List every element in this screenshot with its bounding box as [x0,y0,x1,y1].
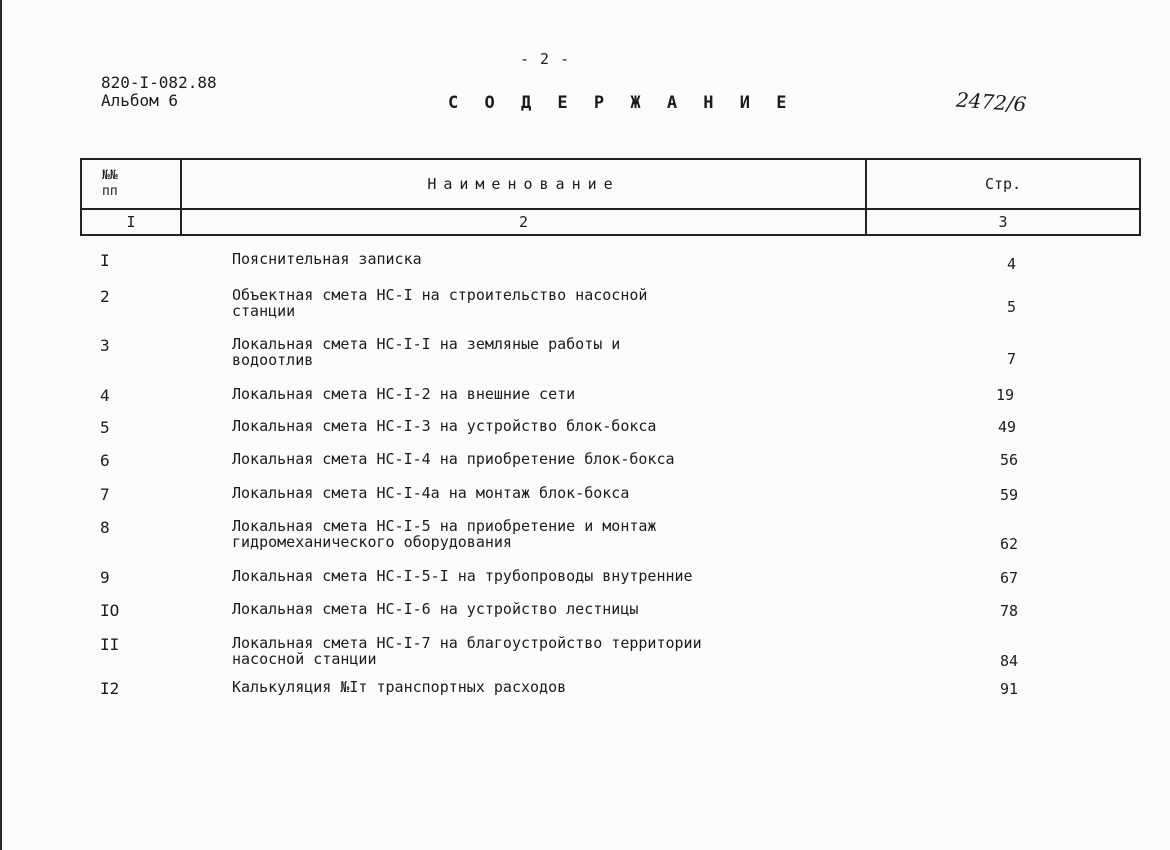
handwritten-stamp: 2472/6 [955,87,1028,117]
header-page-label: Стр. [984,175,1022,193]
col-number-3: 3 [867,210,1141,234]
row-page: 84 [999,652,1018,670]
page-number: - 2 - [520,50,571,68]
row-name: Локальная смета НС-I-4а на монтаж блок-бокса [232,484,630,502]
row-name: Локальная смета НС-I-7 на благоустройство территории насосной станции [232,634,702,668]
header-num-line2: пп [102,184,118,199]
row-name: Локальная смета НС-I-5-I на трубопроводы внутренние [232,567,693,585]
row-number: IO [100,601,120,620]
row-name: Пояснительная записка [232,250,422,268]
row-number: 7 [100,485,110,504]
row-number: 9 [100,568,110,587]
row-page: 56 [999,451,1018,469]
row-number: I2 [100,679,120,698]
row-name: Локальная смета НС-I-6 на устройство лестницы [232,600,639,618]
row-name: Локальная смета НС-I-5 на приобретение и монтаж гидромеханического оборудования [232,517,657,551]
row-number: 6 [100,451,110,470]
page-title: С О Д Е Р Ж А Н И Е [448,93,795,113]
row-number: 3 [100,336,110,355]
row-name: Локальная смета НС-I-I на земляные работы и водоотлив [232,335,621,369]
row-name: Калькуляция №Iт транспортных расходов [232,678,567,696]
col-number-1: I [80,210,182,234]
row-page: 4 [1006,255,1016,273]
row-page: 19 [995,386,1014,404]
row-page: 5 [1006,298,1016,316]
header-num-line1: №№ [102,168,118,183]
row-number: I [100,251,110,270]
row-number: 8 [100,518,110,537]
row-number: II [100,635,120,654]
header-name-label: Наименование [427,175,620,193]
album-label: Альбом 6 [101,91,179,110]
row-number: 5 [100,418,110,437]
row-name: Локальная смета НС-I-3 на устройство блок-бокса [232,417,657,435]
row-number: 4 [100,386,110,405]
row-page: 49 [997,418,1016,436]
row-name: Объектная смета НС-I на строительство насосной станции [232,286,648,320]
row-page: 78 [999,602,1018,620]
col-number-2: 2 [182,210,867,234]
row-number: 2 [100,287,110,306]
row-page: 67 [999,569,1018,587]
row-page: 62 [999,535,1018,553]
row-page: 7 [1006,350,1016,368]
row-name: Локальная смета НС-I-2 на внешние сети [232,385,576,403]
row-page: 59 [999,486,1018,504]
row-page: 91 [999,680,1018,698]
document-code: 820-I-082.88 [101,73,217,92]
row-name: Локальная смета НС-I-4 на приобретение блок-бокса [232,450,675,468]
